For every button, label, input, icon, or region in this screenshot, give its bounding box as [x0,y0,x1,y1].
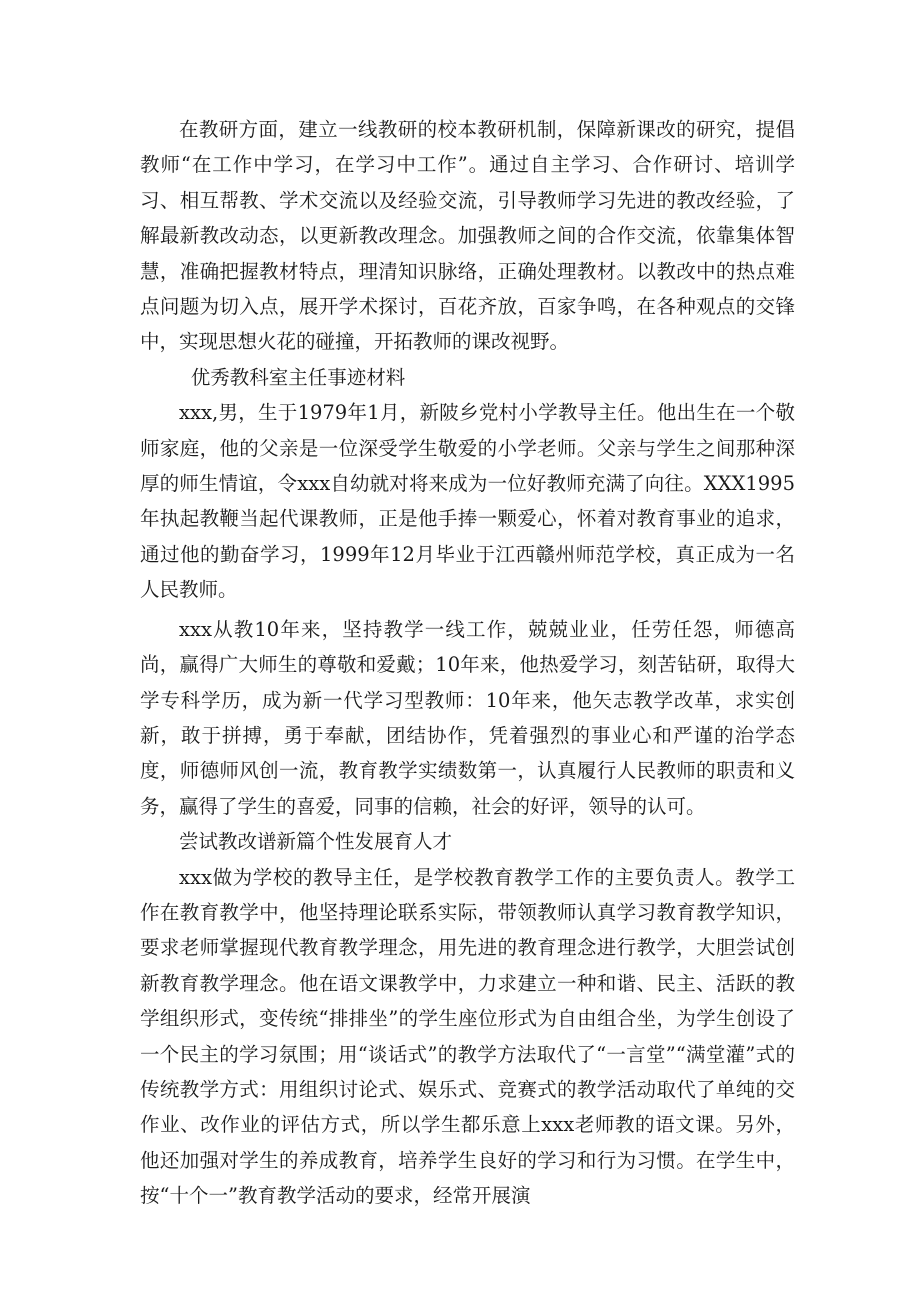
paragraph-ten-years: xxx从教10年来，坚持教学一线工作，兢兢业业，任劳任怨，师德高尚，赢得广大师生的尊敬和爱戴；10年来，他热爱学习，刻苦钻研，取得大学专科学历，成为新一代学习型教师：10年来，他矢志教学改革，求实创新，敢于拼搏，勇于奉献，团结协作，凭着强烈的事业心和严谨的治学态度，师德师风创一流，教育教学实绩数第一，认真履行人民教师的职责和义务，赢得了学生的喜爱，同事的信赖，社会的好评，领导的认可。 [140,617,795,818]
section-heading-reform: 尝试教改谱新篇个性发展育人才 [179,830,453,854]
document-page [140,112,795,1214]
paragraph-teaching-director: xxx做为学校的教导主任，是学校教育教学工作的主要负责人。教学工作在教育教学中，他坚持理论联系实际，带领教师认真学习教育教学知识，要求老师掌握现代教育教学理念，用先进的教育理念进行教学，大胆尝试创新教育教学理念。他在语文课教学中，力求建立一种和谐、民主、活跃的教学组织形式，变传统“排排坐”的学生座位形式为自由组合坐，为学生创设了一个民主的学习氛围；用“谈话式”的教学方法取代了“一言堂”“满堂灌”式的传统教学方式：用组织讨论式、娱乐式、竞赛式的教学活动取代了单纯的交作业、改作业的评估方式，所以学生都乐意上xxx老师教的语文课。另外，他还加强对学生的养成教育，培养学生良好的学习和行为习惯。在学生中，按“十个一”教育教学活动的要求，经常开展演 [140,865,795,1208]
paragraph-biography: xxx,男，生于1979年1月，新陂乡党村小学教导主任。他出生在一个敬师家庭，他的父亲是一位深受学生敬爱的小学老师。父亲与学生之间那种深厚的师生情谊，令xxx自幼就对将来成为一位好教师充满了向往。XXX1995年执起教鞭当起代课教师，正是他手捧一颗爱心，怀着对教育事业的追求，通过他的勤奋学习，1999年12月毕业于江西赣州师范学校，真正成为一名人民教师。 [140,401,795,602]
paragraph-teaching-research: 在教研方面，建立一线教研的校本教研机制，保障新课改的研究，提倡教师“在工作中学习，在学习中工作”。通过自主学习、合作研讨、培训学习、相互帮教、学术交流以及经验交流，引导教师学习先进的教改经验，了解最新教改动态，以更新教改理念。加强教师之间的合作交流，依靠集体智慧，准确把握教材特点，理清知识脉络，正确处理教材。以教改中的热点难点问题为切入点，展开学术探讨，百花齐放，百家争鸣，在各种观点的交锋中，实现思想火花的碰撞，开拓教师的课改视野。 [140,118,795,354]
section-heading-excellent-director: 优秀教科室主任事迹材料 [190,365,406,389]
